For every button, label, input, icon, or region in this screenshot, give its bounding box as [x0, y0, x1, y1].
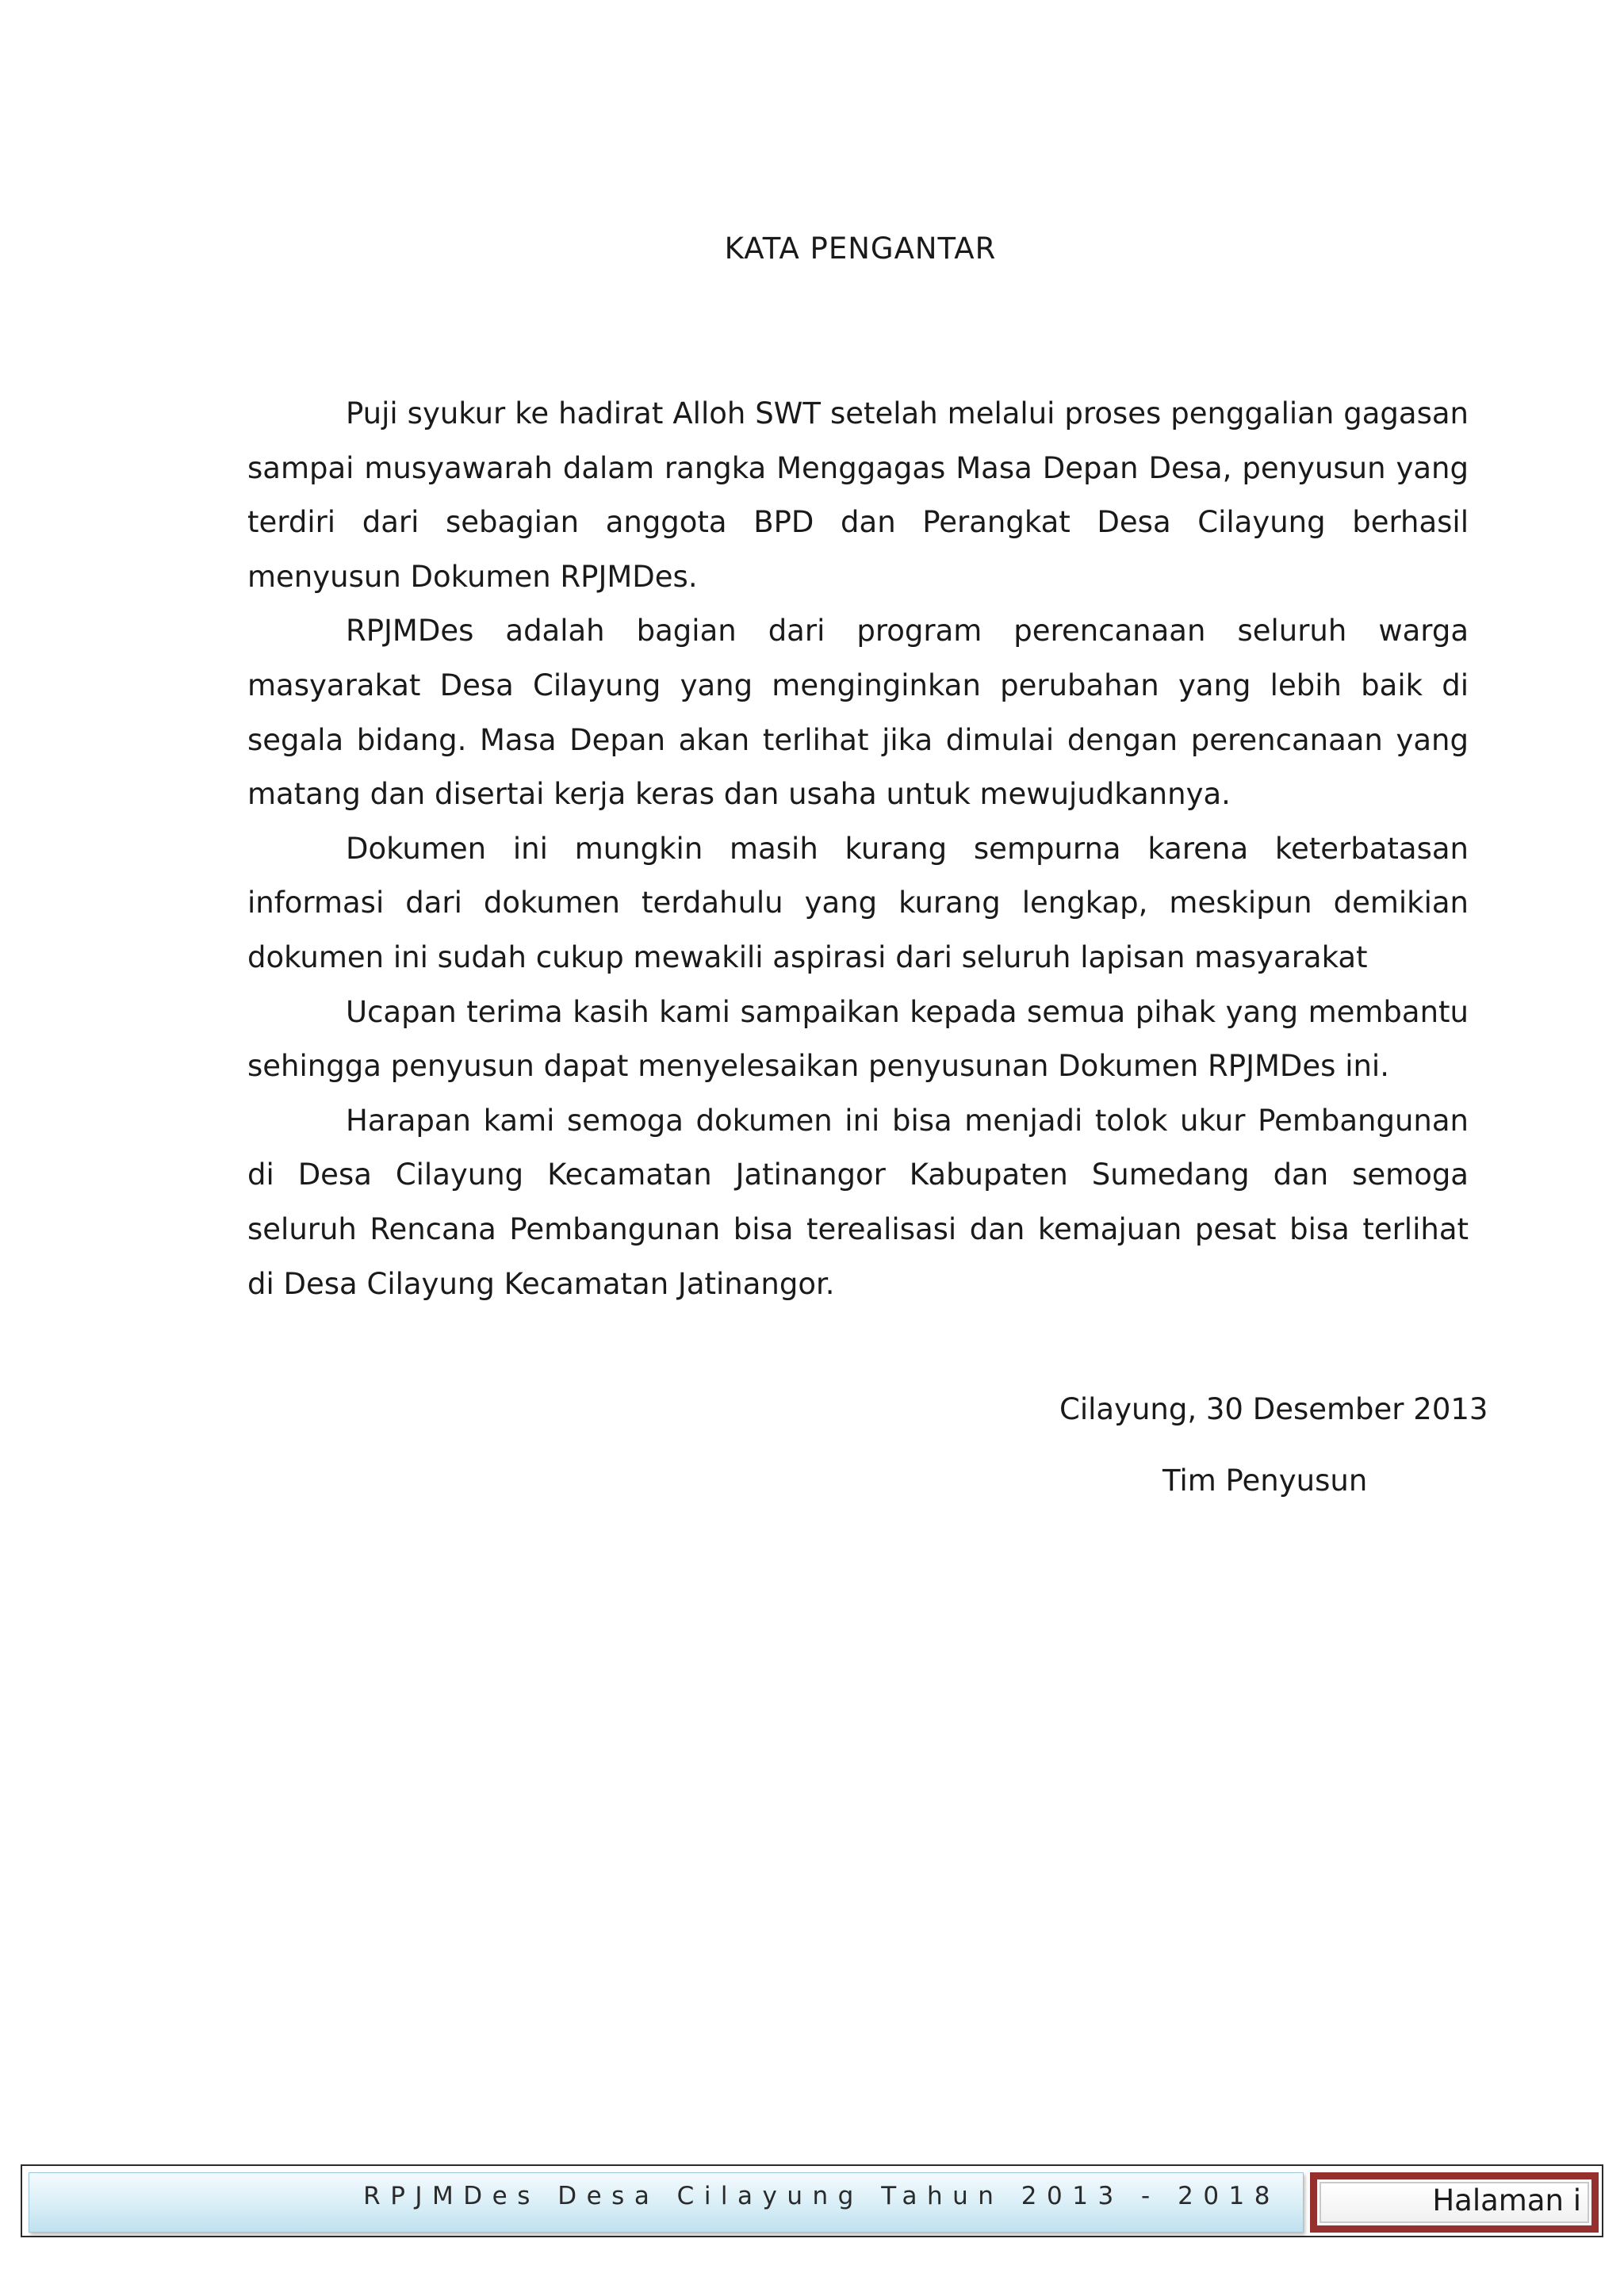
footer-banner-text: RPJMDes Desa Cilayung Tahun 2013 - 2018: [363, 2182, 1280, 2210]
page-number-label: Halaman i: [1432, 2183, 1581, 2218]
body-text: [247, 387, 1469, 1311]
signature-team: Tim Penyusun: [1162, 1464, 1368, 1498]
paragraph: RPJMDes adalah bagian dari program perencanaan seluruh warga masyarakat Desa Cilayung yang menginginkan perubahan yang lebih baik di segala bidang. Masa Depan akan terlihat jika dimulai dengan perencanaan yang matang dan disertai kerja keras dan usaha untuk mewujudkannya.: [247, 614, 1469, 812]
signature-place-date: Cilayung, 30 Desember 2013: [1059, 1392, 1488, 1426]
paragraph: Puji syukur ke hadirat Alloh SWT setelah melalui proses penggalian gagasan sampai musyawarah dalam rangka Menggagas Masa Depan Desa, penyusun yang terdiri dari sebagian anggota BPD dan Perangkat Desa Cilayung berhasil menyusun Dokumen RPJMDes.: [247, 396, 1469, 594]
paragraph: Harapan kami semoga dokumen ini bisa menjadi tolok ukur Pembangunan di Desa Cilayung Kecamatan Jatinangor Kabupaten Sumedang dan semoga seluruh Rencana Pembangunan bisa terealisasi dan kemajuan pesat bisa terlihat di Desa Cilayung Kecamatan Jatinangor.: [247, 1103, 1469, 1301]
page-title: KATA PENGANTAR: [724, 232, 997, 266]
paragraph: Dokumen ini mungkin masih kurang sempurna karena keterbatasan informasi dari dokumen terdahulu yang kurang lengkap, meskipun demikian dokumen ini sudah cukup mewakili aspirasi dari seluruh lapisan masyarakat: [247, 831, 1469, 974]
paragraph: Ucapan terima kasih kami sampaikan kepada semua pihak yang membantu sehingga penyusun dapat menyelesaikan penyusunan Dokumen RPJMDes ini.: [247, 994, 1469, 1084]
